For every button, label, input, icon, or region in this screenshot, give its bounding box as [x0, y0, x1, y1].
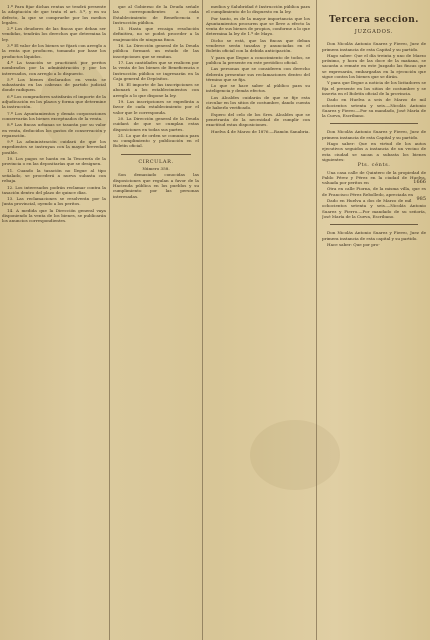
- article-paragraph: Dicho se está, que las fincas que deban venderse serán tasadas y anunciadas en el Boletín oficial con la debida anticipación.: [206, 37, 310, 54]
- circular-number: Número 358.: [142, 166, 170, 172]
- article-paragraph: Lo que se hace saber al público para su inteligencia y demás efectos.: [206, 83, 310, 94]
- edict-paragraph: Dado en Huelva a seis de Marzo de mil ochocientos setenta y seis.—Nicolás Antonio Suarez y Fierro.—Por su mandado, José María de la Cueva, Escribano.: [322, 97, 426, 119]
- article-paragraph: que al Gobierno de la Deuda señale las correspondientes a cada Establecimiento de Beneficencia e Instrucción pública.: [113, 4, 199, 25]
- edict-paragraph: Hago saber: Que en virtud de los autos ejecutivos seguidos a instancia de un vecino de esta ciudad se sacan a subasta los bienes siguientes:: [322, 141, 426, 162]
- article-paragraph: Las personas que se consideren con derecho deberán presentar sus reclamaciones dentro del término que se fija.: [206, 66, 310, 82]
- edict-paragraph: Hace saber: Que por pro-: [327, 241, 380, 247]
- article-paragraph: 15. Hasta que recaiga resolución definitiva, no se podrá proceder a la enajenación de ninguna finca.: [113, 26, 199, 42]
- article-paragraph: Por tanto, es de la mayor importancia que los Ayuntamientos procuren que se lleve a efecto la venta de sus bienes de propios, conforme a lo que determina la ley de 1.º de Mayo.: [206, 15, 310, 37]
- article-paragraph: Espero del celo de los Sres. Alcaldes que se penetrarán de la necesidad de cumplir con exactitud estas disposiciones.: [206, 111, 310, 128]
- column-2: [113, 4, 199, 638]
- property-item: [322, 170, 426, 186]
- divider-line: [121, 154, 191, 155]
- article-paragraph: Los Alcaldes cuidarán de que se fije esta circular en los sitios de costumbre, dando cuenta de haberlo verificado.: [206, 94, 310, 111]
- property-item: [322, 186, 426, 203]
- article-paragraph: 11. Cuando la tasación no llegue al tipo señalado, se procederá a nueva subasta con rebaja.: [2, 167, 106, 184]
- article-paragraph: 12. Los interesados podrán reclamar contra la tasación dentro del plazo de quince días.: [2, 184, 106, 195]
- edict-paragraph: Hago saber: Que el día treinta y uno de Marzo próximo, y hora de las doce de la mañana, se sacarán a remate en este Juzgado las fincas que se expresarán, embargadas en la ejecución que sigue contra los bienes que se dirán.: [322, 52, 426, 80]
- divider-line: [330, 224, 418, 225]
- article-paragraph: 6.ª Los compradores satisfarán el importe de la adjudicación en los plazos y forma que determine la instrucción.: [2, 93, 106, 110]
- price-column-label: Pts. cénts.: [357, 162, 391, 169]
- article-paragraph: 21. Lo que de orden se comunica para su cumplimiento y publicación en el Boletín oficial.: [113, 132, 199, 149]
- article-paragraph: 8.ª Las fincas urbanas se tasarán por su valor en venta, deducidos los gastos de conservación y reparación.: [2, 122, 106, 138]
- article-paragraph: 13. Las reclamaciones se resolverán por la Junta provincial, oyendo a los peritos.: [2, 196, 106, 207]
- article-paragraph: medios y Salubridad é Instrucción pública para el cumplimiento de lo dispuesto en la ley.: [206, 4, 310, 15]
- property-description: Una casa calle de Quintero de la propiedad de Pablo Pérez y Pérez en la ciudad de Huelva, valuada por peritos en: [322, 169, 426, 186]
- property-value: 985: [416, 196, 426, 203]
- article-paragraph: 7.ª Los Ayuntamientos y demás corporaciones conservarán los bienes exceptuados de la venta.: [2, 110, 106, 121]
- article-paragraph: 17. Las cantidades que se realicen por la venta de los bienes de Beneficencia e Instrucción pública se ingresarán en la Caja general de Depósitos.: [113, 59, 199, 81]
- section-subtitle: JUZGADOS.: [354, 29, 394, 35]
- edict-closing: Dado en Huelva a dos de Marzo de mil ochocientos setenta y seis.—Nicolás Antonio Suarez y Fierro.—Por mandado de su señoría, José María de la Cueva, Escribano.: [322, 198, 426, 219]
- article-paragraph: 14. A medida que la Dirección general vaya disponiendo la venta de los bienes, se publicarán los anuncios correspondientes.: [2, 207, 106, 224]
- column-rule: [316, 0, 317, 640]
- article-paragraph: 9.ª La administración cuidará de que los expedientes se instruyan con la mayor brevedad posible.: [2, 139, 106, 155]
- edict-paragraph: Y para que llegue a noticia de los licitadores se fija el presente en los sitios de costumbre y se inserta en el Boletín oficial de la provincia.: [322, 80, 426, 96]
- article-paragraph: 10. Los pagos se harán en la Tesorería de la provincia o en las depositarías que se designen.: [2, 156, 106, 167]
- article-paragraph: 4.ª La tasación se practicará por peritos nombrados por la administración y por los interesados, con arreglo a lo dispuesto.: [2, 59, 106, 76]
- article-paragraph: 5.ª Los bienes declarados en venta se subastarán en las cabezas de partido judicial donde radiquen.: [2, 76, 106, 93]
- edict-heading: Don Nicolás Antonio Suarez y Fierro, Juez de primera instancia de esta capital y su partido.: [322, 230, 426, 241]
- circular-title: CIRCULAR.: [138, 158, 174, 165]
- edict-heading: Don Nicolás Antonio Suarez y Fierro, Juez de primera instancia de esta Capital y su partido.: [322, 129, 426, 140]
- article-paragraph: 16. La Dirección general de la Deuda pública formará un estado de las inscripciones que se emitan.: [113, 43, 199, 59]
- property-description: Otra en calle Fiorna, de la misma villa, que es de Francisco Pérez Rebolledo, apreciada en: [322, 186, 426, 197]
- article-paragraph: 18. El importe de las inscripciones se abonará a los establecimientos con arreglo a lo que dispone la ley.: [113, 82, 199, 98]
- column-rule: [109, 0, 110, 640]
- article-paragraph: 20. La Dirección general de la Deuda cuidará de que se cumplan estas disposiciones en todas sus partes.: [113, 115, 199, 132]
- article-paragraph: 2.ª Los deudores de las fincas que deban ser vendidas, tendrán los derechos que determina la ley.: [2, 26, 106, 42]
- article-signature: Huelva 4 de Marzo de 1876.—Ramón Sanabria.: [211, 128, 310, 134]
- column-1: [2, 4, 106, 638]
- article-paragraph: Y para que llegue a conocimiento de todos, se publica la presente en este periódico oficial.: [206, 54, 310, 65]
- divider-line: [330, 123, 418, 124]
- article-paragraph: 1.ª Para fijar dichas rentas se tendrá presente la adaptación de que trata el art. 5.º, y en su defecto, la que se compruebe por los medios legales.: [2, 4, 106, 25]
- article-paragraph: 19. Las inscripciones se expedirán a favor de cada establecimiento por el valor que le corresponda.: [113, 99, 199, 115]
- article-paragraph: 3.ª El valor de los bienes se fijará con arreglo a la renta que producen, tomando por base los productos líquidos.: [2, 43, 106, 59]
- column-4: [322, 4, 426, 638]
- column-3: [206, 4, 310, 638]
- property-value: 1666: [413, 179, 426, 186]
- edict-paragraph: Don Nicolás Antonio Suarez y Fierro, Juez de primera instancia de esta Capital y su partido.: [322, 41, 426, 52]
- section-title: Tercera seccion.: [329, 15, 419, 25]
- column-rule: [202, 0, 203, 640]
- circular-text: Son demasiado conocidas las disposiciones que regulan a favor de la Hacienda pública en los pueblos y su cumplimiento por las personas interesadas.: [113, 172, 199, 199]
